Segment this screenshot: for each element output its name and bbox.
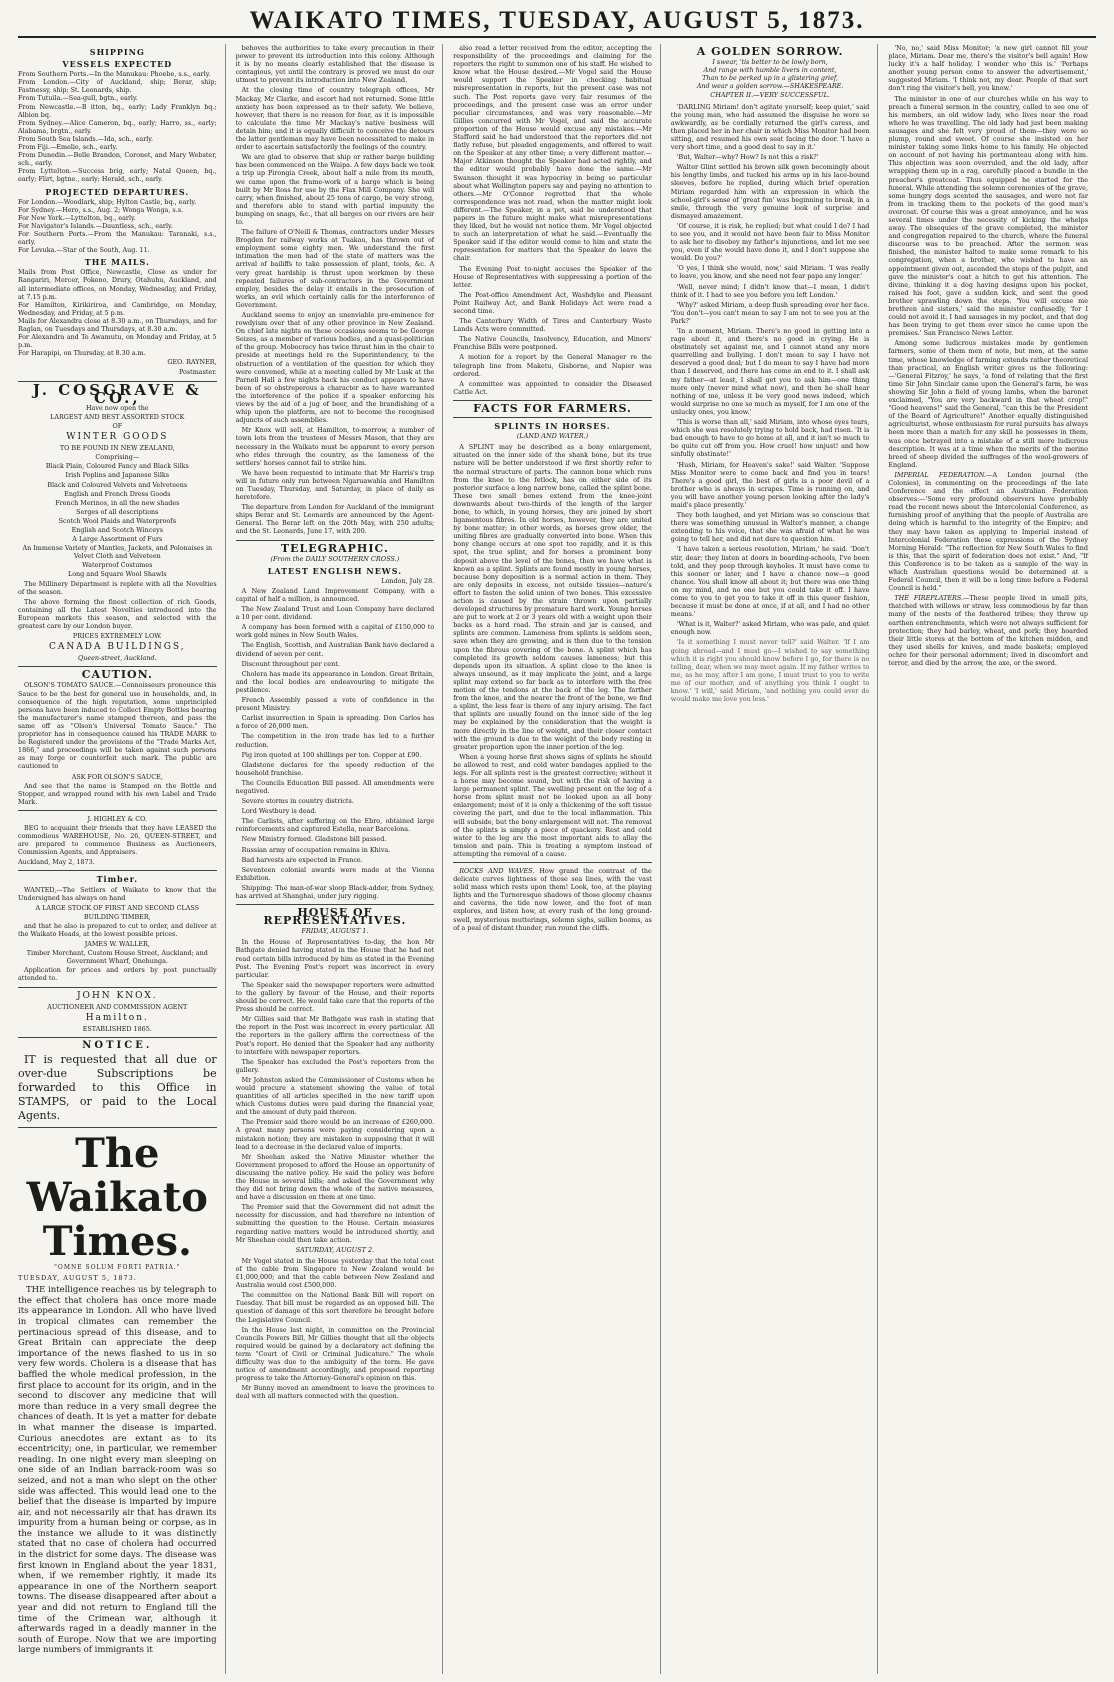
divider xyxy=(18,810,217,811)
departures-heading: PROJECTED DEPARTURES. xyxy=(45,186,190,197)
caution-heading: CAUTION. xyxy=(81,668,153,682)
highley-date: Auckland, May 2, 1873. xyxy=(18,858,95,867)
article-paragraph: The Canterbury Width of Tires and Canterbury Waste Lands Acts were committed. xyxy=(453,317,652,334)
list-item: Bad harvests are expected in France. xyxy=(241,855,363,864)
story-paragraph: 'Well, never mind; I didn't know that—I mean, I didn't think of it. I had to see you before you left London.' xyxy=(670,282,870,299)
list-item: The New Zealand Trust and Loan Company have declared a 10 per cent. dividend. xyxy=(235,605,435,622)
list-item: New Ministry formed. Gladstone bill passed. xyxy=(241,835,387,844)
saturday-paragraph: In the House last night, in committee on the Provincial Councils Powers Bill, Mr Gillies thought that all the objects required would be gained by a declaratory act defining the term "Court of Civil or Criminal Judicature." The whole difficulty was due to the ambiguity of the term. He gave notice of amendment accordingly, and proposed reporting progress to take the Attorney-General's opinion on this. xyxy=(235,1325,435,1383)
article-paragraph: also read a letter received from the editor, accepting the responsibility of the proceedings and claiming for the reporters the right to summon one of his staff. He wished to know what the House desired.—Mr Vogel said the House would support the Speaker in checking habitual misrepresentation in reports, but the present case was not such. The Post reports gave very fair resumes of the proceedings, and the present case was an error under peculiar circumstances, and was very reasonable.—Mr Gillies concurred with Mr Vogel, and said the accurate proportion of the House would excuse any mistakes.—Mr Stafford said he had understood that the reporters did not flatly refuse, but pleaded engagements, and offered to wait on the Speaker at any other time; a very different matter.—Major Atkinson thought the Speaker had acted rightly, and the editor would probably have done the same.—Mr Swanson thought it was hypocrisy in being so particular about what Wellington papers say and paying no attention to others.—Mr O'Connor regretted that the whole correspondence was not read, when the matter might look different.—The Speaker, in a pet, said he understood that papers in the future might make what misrepresentations they liked, but he would not notice them. Mr Vogel objected to such an interpretation of what he said.—Eventually the Speaker said if the editor would come to him and state the representation for matters that the Speaker do leave the chair. xyxy=(453,44,652,263)
column-4 xyxy=(671,44,879,1674)
cosgrave-firm-name: J. COSGRAVE & CO., xyxy=(32,380,202,407)
timber-line: BUILDING TIMBER, xyxy=(83,912,151,921)
masthead: WAIKATO TIMES, TUESDAY, AUGUST 5, 1873. xyxy=(18,6,1096,38)
article-paragraph: behoves the authorities to take every precaution in their power to prevent its introduction into this colony. Although it is by no means clearly established that the disease is contagious, yet until the contrary is proved we must do our utmost to prevent its introduction into New Zealand. xyxy=(235,44,435,85)
vessels-list xyxy=(18,70,217,183)
saturday-paragraph: Mr Vogel stated in the House yesterday that the total cost of the cable from Singapore to New Zealand would be £1,000,000; and that the cable between New Zealand and Australia would cost £500,000. xyxy=(235,1256,435,1290)
cosgrave-items xyxy=(18,462,217,578)
list-item: From Dunedin.—Belle Brandon, Coronet, and Mary Webster, sch., early. xyxy=(18,151,217,168)
divider xyxy=(453,417,652,418)
list-item: Serges of all descriptions xyxy=(76,507,159,516)
cosgrave-address: Queen-street, Auckland. xyxy=(78,654,157,663)
poem-line: And wear a golden sorrow.—SHAKESPEARE. xyxy=(696,82,844,91)
column-1 xyxy=(18,44,226,1674)
cosgrave-paragraph: The Millinery Department is replete with all the Novelties of the season. xyxy=(18,579,217,596)
highley-firm-name: J. HIGHLEY & CO. xyxy=(87,814,148,823)
house-heading: HOUSE OF REPRESENTATIVES. xyxy=(263,906,407,928)
list-item: For Levuka.—Star of the South, Aug. 11. xyxy=(18,246,150,255)
list-item: The Carlists, after suffering on the Ebro, obtained large reinforcements and captured Estella, near Barcelona. xyxy=(235,817,435,834)
news-heading: LATEST ENGLISH NEWS. xyxy=(267,565,403,576)
list-item: French Assembly passed a vote of confidence in the present Ministry. xyxy=(235,696,435,713)
federation-text: A London journal (the Colonies), in commenting on the proceedings of the late Conference and the effect an Australian Federation observes:—'Some very profound observers have probably read the recent news about the Intercolonial Conference, as furnishing proof of anything that the people of Australia are doing which is harmful to the integrity of the Empire; and they may have taken as applying to Imperial instead of Intercolonial Federation these expressions of the Sydney Morning Herald: "The reflection for New South Wales to find is this, that the spirit of federation does not exist." And, "If this Conference is to be taken as a sample of the way in which Australian questions would be determined at a Federal Council, then it will be a long time before a Federal Council is held." xyxy=(888,470,1089,593)
columns xyxy=(18,44,1096,1674)
poem-line: I swear, 'tis better to be lowly born, xyxy=(712,58,828,67)
divider xyxy=(18,1037,217,1038)
notice-paragraph: IT is requested that all due or over-due Subscriptions be forwarded to this Office in STAMPS, or paid to the Local Agents. xyxy=(18,1053,217,1123)
list-item: For New York.—Lyttelton, bq., early. xyxy=(18,213,136,222)
article-paragraph: We have been requested to intimate that Mr Harris's trap will in future only run between Ngaruawahia and Hamilton on Tuesday, Thursday, and Saturday, in place of daily as heretofore. xyxy=(235,468,435,502)
list-item: Mails for Alexandra close at 8.30 a.m., on Thursdays, and for Raglan, on Tuesdays and Thursdays, at 8.30 a.m. xyxy=(18,316,217,333)
telegraphic-heading: TELEGRAPHIC. xyxy=(280,541,389,555)
divider xyxy=(453,862,652,863)
list-item: From Sydney.—Alice Cameron, bq., early; Harro, ss., early; Alabama, brgtn., early. xyxy=(18,118,217,135)
knox-town: Hamilton. xyxy=(85,1012,149,1023)
divider xyxy=(236,904,435,905)
article-paragraph: A motion for a report by the General Manager re the telegraph line from Maketu, Gisborne, and Napier was ordered. xyxy=(453,353,652,378)
rocks-text: How grand the contrast of the delicate curves lightness of those sea lines, with the vast solid mass which rests upon them! Look, too, at the playing lights and the Turneresque shadows of those gloomy chasms and caverns, the tide now lower, and the foot of man explores, and listen how, at every rush of the long ground-swell, mysterious mutterings, solemn sighs, sullen booms, as of a peal of distant thunder, run round the cliffs. xyxy=(453,867,652,932)
list-item: Seventeen colonial awards were made at the Vienna Exhibition. xyxy=(235,865,435,882)
article-paragraph: The departure from London for Auckland of the immigrant ships Berar and St. Leonards are announced by the Agent-General. The Berar left on the 20th May, with 250 adults; and the St. Leonards, June 17, with 200. xyxy=(235,503,435,536)
list-item: From Lyttelton.—Success brig, early; Natal Queen, bq., early; Flirt, bgtne., early; Herald, sch., early. xyxy=(18,167,217,184)
saturday-paragraph: The committee on the National Bank Bill will report on Tuesday. That bill must be regarded as an opposed bill. The question of damage of this sort therefore be brought before the Legislative Council. xyxy=(235,1291,435,1324)
house-paragraph: The Premier said that the Government did not admit the necessity for discussion, and had therefore no intention of submitting the question to the House. Certain measures regarding native matters would be introduced shortly, and Mr Sheehan could then take action. xyxy=(235,1203,435,1244)
list-item: From Tutuila.—Sea-gull, bgtn., early. xyxy=(18,94,138,103)
story-paragraph: 'What is it, Walter?' asked Miriam, who was pale, and quiet enough now. xyxy=(670,620,870,637)
list-item: From South Sea Islands.—Ida, sch., early. xyxy=(18,134,154,143)
list-item: From London.—City of Auckland, ship; Berar, ship; Fastnessy, ship; St. Leonards, ship. xyxy=(18,78,217,95)
cosgrave-prices: PRICES EXTREMELY LOW. xyxy=(72,632,162,641)
fire-heading: THE FIREPLATERS. xyxy=(894,594,964,603)
cosgrave-line: OF xyxy=(112,421,123,430)
knox-established: ESTABLISHED 1865. xyxy=(82,1024,152,1033)
dateline: TUESDAY, AUGUST 5, 1873. xyxy=(18,1274,137,1283)
story-paragraph: 'I have taken a serious resolution, Miriam,' he said. 'Don't stir, dear; they listen at doors in boarding-schools, I've been told, and they peep through keyholes. It must have come to this sooner or later, and I have a chance now—a good chance. You shall know all about it; but there was one thing on my mind, and no one but you could take it off. I have come to you to get you to take it off in this queer fashion, because it must be done at once, if at all, and I had no other means.' xyxy=(670,545,870,619)
timber-line: A LARGE STOCK OF FIRST AND SECOND CLASS xyxy=(35,903,200,912)
article-paragraph: The Evening Post to-night accuses the Speaker of the House of Representatives with suppressing a portion of the letter. xyxy=(453,264,652,289)
splints-source: (LAND AND WATER.) xyxy=(516,432,589,441)
list-item: The Councils Education Bill passed. All amendments were negatived. xyxy=(235,778,435,795)
article-paragraph: The Native Councils, Insolvency, Education, and Miners' Franchise Bills were postponed. xyxy=(453,335,652,352)
list-item: Scotch Wool Plaids and Waterproofs xyxy=(58,516,176,525)
list-item: For Navigator's Islands.—Dauntless, sch., early. xyxy=(18,221,173,230)
knox-line: AUCTIONEER AND COMMISSION AGENT xyxy=(47,1002,188,1011)
house-paragraph: Mr Johnston asked the Commissioner of Customs when he would procure a statement showing the value of total quantities of all articles specified in the new tariff upon which Customs duties were paid during the financial year, and the amount of duty paid thereon. xyxy=(235,1075,435,1117)
federation-paragraph: IMPERIAL FEDERATION.—A London journal (the Colonies), in commenting on the proceedings of the late Conference and the effect an Australian Federation observes:—'Some very profound observers have probably read the recent news about the Intercolonial Conference, as furnishing proof of anything that the people of Australia are doing which is harmful to the integrity of the Empire; and they may have taken as applying to Imperial instead of Intercolonial Federation these expressions of the Sydney Morning Herald: "The reflection for New South Wales to find is this, that the spirit of federation does not exist." And, "If this Conference is to be taken as a sample of the way in which Australian questions would be determined at a Federal Council, then it will be a long time before a Federal Council is held." xyxy=(888,470,1089,593)
list-item: For Harapipi, on Thursday, at 8.30 a.m. xyxy=(18,349,146,358)
list-item: English and Scotch Winceys xyxy=(71,525,163,534)
mails-list xyxy=(18,268,217,357)
story-paragraph: 'But, Walter—why? How? Is not this a risk?' xyxy=(676,153,819,162)
rocks-heading: ROCKS AND WAVES. xyxy=(459,867,535,875)
vessels-heading: VESSELS EXPECTED xyxy=(62,59,173,70)
house-paragraph: Mr Gillies said that Mr Bathgate was rash in stating that the report in the Post was incorrect in every particular. All the reporters in the gallery affirm the correctness of the Post's report. He denied that the Speaker had any authority to interfere with newspaper reporters. xyxy=(235,1015,435,1056)
divider xyxy=(18,870,217,871)
story-paragraph: 'Of course, it is risk, he replied; but what could I do? I had to see you, and it would not have been fair to Miss Monitor to ask her to disobey my father's injunctions, and let me see you, even if she would have done it, and I don't suppose she would. Do you?' xyxy=(670,221,870,263)
article-paragraph: The Post-office Amendment Act, Washdyke and Pleasant Point Railway Act, and Bank Holidays Act were read a second time. xyxy=(453,290,652,315)
caution-ask: ASK FOR OLSON'S SAUCE, xyxy=(71,772,163,781)
splints-paragraph: A SPLINT may be described as a bony enlargement, situated on the inner side of the shank bone, but its true nature will be better understood if we first shortly refer to the normal structure of parts. The cannon bone which runs from the knee to the fetlock, has on either side of its posterior surface a long narrow bone, called the splint bone. These two small bones extend from the knee-joint downwards about two-thirds of the length of the larger bone, to which, in young horses, they are joined by short ligamentous fibres. In old horses, however, they are united by bone matter; in other words, as horses grow older, the uniting fibres are gradually converted into bone. When this bony change occurs at one spot too rapidly, and it is this spot, the true splint, and for horses a prominent bony deposit above the level of the bones, then we have what is known as a splint. Splints are found mostly in young horses, because bony deposition is a normal action in them. They are only deposits in excess, not outside tissues—nature's effort to fasten the solid union of two bones. This excessive action is caused by the strain thrown upon partially developed structures by premature hard work. Young horses are put to work at 2 or 3 years old with a weight upon their backs as a hard road. The strain and jar is caused, and splints are common. Lameness from splints is seldom seen, save when they are growing, and is then due to the tension upon the fibrous covering of the bone. A splint which has completed its growth seldom causes lameness; but this depends upon its situation. A splint close to the knee is always unsound, as it may implicate the joint, and a large splint may extend so far back as to interfere with the free motion of the tendons at the back of the leg. The farther from the knee, and the nearer the front of the bone, we find a splint, the less fear is there of any injury arising. The fact that splints are usually found on the inner side of the leg may be explained by the consideration that the weight is more directly in the line of weight, and their closer contact with the ground is due to the weight of the body resting in greater proportion upon the inner portion of the leg. xyxy=(453,443,652,751)
timber-heading: Timber. xyxy=(96,874,138,885)
list-item: French Merinos, in all the new shades xyxy=(55,498,180,507)
story-paragraph: 'This is worse than all,' said Miriam, into whose eyes tears, which she was resolutely trying to hold back, had risen. 'It is bad enough to have to go home at all, and it isn't so much to be quite cut off from you. How cruel! how unjust! and how sinfully obstinate!' xyxy=(670,418,870,459)
cosgrave-winter-goods: WINTER GOODS xyxy=(66,432,169,443)
fire-text: These people lived in small pits, thatched with willows or straw, less commodious by far than many of the nests of the feathered tribes; they threw up earthen entrenchments, which were not always sufficient for protection; they had barley, wheat, and pork; they hoarded their little stores at the bottom of the kitchen midden, and they used shells for knives, and made baskets; employed ochre for their personal adornment; lived in discomfort and terror, and died by the arrow, the axe, or the sword. xyxy=(888,594,1089,668)
list-item: The English, Scottish, and Australian Bank have declared a dividend of seven per cent. xyxy=(235,641,435,658)
story-paragraph: 'In a moment, Miriam. There's no good in getting into a rage about it, and there's no good in crying. He is obstinately set against me, and I cannot stand any more quarrelling and bullying. I don't mean to say I have not deserved a good deal; but I do mean to say I have had more than I deserved, and there has come an end to it. I shall ask my father—at least, I shall get you to ask him—one thing more only (never mind what now), and then he shall hear nothing of me, unless it be very good news indeed, which would surprise no one so much as myself, for I am one of the unlucky ones, you know.' xyxy=(670,327,870,416)
house-paragraph: Mr Sheehan asked the Native Minister whether the Government proposed to afford the House an opportunity of discussing the native policy. He said the policy was before the House in several bills; and asked the Government why they did not bring down the whole of the native measures, and have a discussion on them at one time. xyxy=(235,1152,435,1202)
story-paragraph: 'O yes, I think she would, now,' said Miriam. 'I was really to leave, you know, and she need not fear papa any longer.' xyxy=(670,264,870,281)
saturday-heading: SATURDAY, AUGUST 2. xyxy=(295,1245,375,1254)
list-item: A Large Assortment of Furs xyxy=(72,535,163,544)
article-paragraph: The failure of O'Neill & Thomas, contractors under Messrs Brogden for railway works at Tuakau, has thrown out of employment some eighty men. We understand the first intimation the men had of the state of matters was the arrival of bailiffs to take possession of plant, tools, &c. A very great hardship is thrust upon workmen by these repeated failures of sub-contractors in the Government employ, besides the delay it entails in the prosecution of works, an evil which certainly calls for the interference of Government. xyxy=(235,228,435,309)
list-item: Black Plain, Coloured Fancy and Black Silks xyxy=(45,462,189,471)
story-heading: A GOLDEN SORROW. xyxy=(696,45,844,58)
saturday-paragraph: Mr Bunny moved an amendment to leave the provinces to deal with all matters connected with the question. xyxy=(235,1384,435,1401)
splints-paragraph: When a young horse first shows signs of splints he should be allowed to rest, and cold water bandages applied to the legs. For all splints rest is the greatest corrective; without it a horse may become sound, but with the risk of having a large permanent splint. The swelling present on the leg of a horse from splint must not be looked upon as all bony enlargement; most of it is only a thickening of the soft tissue covering the part, and due to the local inflammation. This will subside, but the bony enlargement will not. The removal of the splints is simply a piece of quackery. Rest and cold water to the leg are the most important aids to allay the tension and pain. This is treating a symptom instead of attempting the removal of a cause. xyxy=(453,752,652,858)
list-item: From Southern Ports.—In the Manukau: Phoebe, s.s., early. xyxy=(18,70,211,79)
story-paragraph: 'DARLING Miriam! don't agitate yourself; keep quiet,' said the young man, who had assumed the disguise he wore so awkwardly, as he cordially returned the girl's caress, and then placed her in her chair in which Miss Monitor had been sitting, and resumed his own seat facing the door. 'I have a very short time, and a good deal to say in it.' xyxy=(670,102,870,152)
list-item: For Alexandra and Te Awamutu, on Monday and Friday, at 5 p.m. xyxy=(18,333,217,350)
cosgrave-paragraph: The above forming the finest collection of rich Goods, containing all the Latest Novelties introduced into the European markets this season, and selected with the greatest care by our London buyer. xyxy=(18,597,217,630)
story-paragraph: 'Is it something I must never tell?' said Walter. 'If I am going abroad—and I must go—I wished to say something which it is right you should know before I go, for there is no telling, dear, when we may meet again. If my father writes to me, as he may, after I am gone, I must trust to you to write me of our mother, and of anything you think I ought to know.' 'I will,' said Miriam, 'and nothing you could ever do would make me love you less.' xyxy=(670,638,870,704)
list-item: Lord Westbury is dead. xyxy=(241,807,317,816)
list-item: For Sydney.—Hero, s.s., Aug. 2; Wonga Wonga, s.s. xyxy=(18,205,184,214)
timber-paragraph: and that he also is prepared to cut to order, and deliver at the Waikato Heads, at the lowest possible prices. xyxy=(18,921,217,938)
nameplate-motto: "OMNE SOLUM FORTI PATRIA." xyxy=(54,1264,181,1272)
rocks-paragraph xyxy=(453,867,652,932)
list-item: Shipping: The man-of-war sloop Black-adder, from Sydney, has arrived at Shanghai, under jury rigging. xyxy=(235,883,435,900)
list-item: For Southern Ports.—From the Manukau: Taranaki, s.s., early. xyxy=(18,229,217,247)
list-item: Long and Square Wool Shawls xyxy=(67,570,167,579)
timber-name: JAMES W. WALLER, xyxy=(84,940,150,949)
list-item: For Hamilton, Kirikiriroa, and Cambridge, on Monday, Wednesday, and Friday, at 5 p.m. xyxy=(18,300,217,317)
poem-line: And range with humble livers in content, xyxy=(703,66,837,75)
story-paragraph: They both laughed, and yet Miriam was so conscious that there was something unusual in Walter's manner, a change extending to his voice, that she was afraid of what he was going to tell her, and did not dare to question him. xyxy=(670,511,870,544)
house-paragraph: The Premier said there would be an increase of £260,000. A great many persons were paying considering upon a mistaken notion; they are mistaken in supposing that it will lead to a decrease in the declared value of imports. xyxy=(235,1118,435,1151)
departures-list xyxy=(18,198,217,255)
poem-line: Than to be perked up in a glistering grief, xyxy=(702,74,839,83)
list-item: From Newcastle.—B itton, bq., early; Lady Franklyn bq.; Albion bq. xyxy=(18,102,217,119)
column-2 xyxy=(236,44,444,1674)
list-item: For London.—Woodlark, ship; Hylton Castle, bq., early. xyxy=(18,197,197,206)
divider xyxy=(453,400,652,401)
list-item: A company has been formed with a capital of £150,000 to work gold mines in New South Wales. xyxy=(235,623,435,640)
shipping-heading: SHIPPING xyxy=(89,47,145,57)
highley-paragraph: BEG to acquaint their friends that they have LEASED the commodious WAREHOUSE, No. 26, QUEEN-STREET, and are prepared to commence Business as Auctioneers, Commission Agents, and Appraisers. xyxy=(18,823,217,857)
timber-paragraph: WANTED,—The Settlers of Waikato to know that the Undersigned has always on hand xyxy=(18,885,217,902)
farmers-anecdote: Among some ludicrous mistakes made by gentlemen farmers, some of them men of note, but men, at the same time, whose knowledge of farming extends rather theoretical than practical, an English writer gives us the following:—'General Fitzroy,' he says, 'a fond of relating that the first time Sir John Sinclair came upon the General's farm, he was showing Sir John a field of young lambs, when the baronet exclaimed, "You are very backward in that wheat crop!" "Good heavens!" said the General, "can this be the President of the Board of Agriculture!" Another equally distinguished agriculturist, whose enthusiasm for rural pursuits has always been more than a match for any skill he possesses in them, was once betrayed into a mistake of a still more ludicrous description. It was at a time when the merits of the merino breed of sheep divided the suffrages of the wool-growers of England. xyxy=(888,339,1088,469)
knox-firm-name: JOHN KNOX. xyxy=(76,990,158,1001)
divider xyxy=(18,1127,217,1128)
article-paragraph: A committee was appointed to consider the Diseased Cattle Act. xyxy=(453,379,652,396)
list-item: Carlist insurrection in Spain is spreading. Don Carlos has a force of 26,000 men. xyxy=(235,714,435,731)
list-item: Mails from Post Office, Newcastle, Close as under for Rangariri, Mercer, Pokeno, Drury, Otahuhu, Auckland, and all intermediate offices, on Monday, Wednesday, and Friday, at 7.15 p.m. xyxy=(18,268,217,301)
list-item: Black and Coloured Velvets and Velveteens xyxy=(47,480,188,489)
list-item: Cholera has made its appearance in London. Great Britain, and the local bodies are endeavouring to mitigate the pestilence. xyxy=(235,669,435,694)
mails-signature-title: Postmaster. xyxy=(178,368,217,377)
caution-paragraph: And see that the name is Stamped on the Bottle and Stopper, and wrapped round with his own Label and Trade Mark. xyxy=(18,781,217,806)
list-item: A New Zealand Land Improvement Company, with a capital of half a million, is announced. xyxy=(235,586,435,603)
story-paragraph: Walter Glint settled his brown silk gown becomingly about his lengthy limbs, and tucked his arms up in his lace-bound sleeves, before he replied, during which brief operation Miriam regarded him with an expression in which the school-girl's sense of 'great fun' was beginning to break, in a smile, through the very genuine look of surprise and dismayed amazement. xyxy=(670,163,870,220)
mails-heading: THE MAILS. xyxy=(84,257,150,268)
newspaper-nameplate: The Waikato Times. xyxy=(26,1130,208,1266)
splints-heading: SPLINTS IN HORSES. xyxy=(494,421,611,432)
house-paragraph: The Speaker has excluded the Post's reporters from the gallery. xyxy=(235,1057,435,1074)
notice-heading: NOTICE. xyxy=(82,1039,153,1051)
cosgrave-line: LARGEST AND BEST ASSORTED STOCK xyxy=(50,412,185,421)
divider xyxy=(18,666,217,667)
federation-heading: IMPERIAL FEDERATION. xyxy=(894,470,987,479)
timber-address: Timber Merchant, Custom House Street, Auckland; and Government Wharf, Onehunga. xyxy=(26,949,208,966)
news-dateline: London, July 28. xyxy=(381,576,435,585)
article-paragraph: At the closing time of country telegraph offices, Mr Mackay, Mr Clarke, and escort had not returned. Some little anxiety has been expressed as to their safety. We believe, however, that there is no reason for fear, as it is impossible to calculate the time Mr Mackay's native business will detain him; and it is equally difficult to conceive the detours the latter gentleman may have been necessitated to make in order to ascertain satisfactorily the feelings of the country. xyxy=(235,86,435,152)
list-item: The competition in the iron trade has led to a further reduction. xyxy=(235,732,435,749)
house-paragraph: In the House of Representatives to-day, the hon Mr Bathgate denied having stated in the House that he had not read certain bills introduced by him as stated in the Evening Post. The Evening Post's report was incorrect in every particular. xyxy=(235,938,435,979)
news-list xyxy=(236,587,435,900)
timber-paragraph: Application for prices and orders by post punctually attended to. xyxy=(18,966,217,983)
cosgrave-line: Comprising— xyxy=(95,453,140,462)
list-item: From Fiji.—Emelie, sch., early. xyxy=(18,143,118,152)
list-item: Discount throughout per cent. xyxy=(241,659,340,668)
minister-anecdote: The minister in one of our churches while on his way to preach a funeral sermon in the country, called to see one of his members, an old widow lady, who lives near the road where he was travelling. The old lady had just been making sausages and she felt very proud of them—they were so plump, round and sweet. Of course she insisted on her minister taking some links home to his family. He objected on account of not having his portmanteau along with him. This objection was soon overruled, and the old lady, after wrapping them up in a rag, carefully placed a bundle in the preacher's greatcoat. Thus equipped he started for the funeral. While attending the solemn ceremonies of the grave, some hungry dogs scented the sausages, and were not far from in tracking them to the pockets of the good man's overcoat. Of course this was a great annoyance, and he was several times under the necessity of kicking the whelps away. The obsequies of the grave completed, the minister and congregation repaired to the church, where the funeral discourse was to be preached. After the sermon was finished, the minister halted to make some remark to his congregation, when a brother, who wished to have an appointment given out, ascended the steps of the pulpit, and gave the minister's coat a hitch to get his attention. The divine, thinking it a dog having designs upon his pocket, raised his foot, gave a sudden kick, and sent the good brother sprawling down the steps. 'You will excuse me brethren and sisters,' said the minister confusedly, 'for I could not avoid it. I had sausages in my pocket, and that dog has been trying to get them ever since he came upon the premises.' San Francisco News Letter. xyxy=(888,94,1088,338)
caution-paragraph: OLSON'S TOMATO SAUCE.—Connoisseurs pronounce this Sauce to be the best for general use in households, and, in consequence of the high reputation, some unprincipled persons have been induced to Collect Empty Bottles bearing the manufacturer's name stamped thereon, and pass the same off as "Olson's Universal Tomato Sauce." The proprietor has in consequence caused his TRADE MARK to be Registered under the provisions of the "Trade Marks Act, 1866," and proceedings will be taken against such persons as may forge or counterfeit such mark. The public are cautioned to xyxy=(18,681,217,771)
telegraphic-source: (From the DAILY SOUTHERN CROSS.) xyxy=(270,554,400,563)
story-paragraph: 'Why?' asked Miriam, a deep flush spreading over her face. 'You don't—you can't mean to say I am not to see you at the Park?' xyxy=(670,300,870,325)
mails-signature: GEO. RAYNER, xyxy=(167,358,217,367)
list-item: Russian army of occupation remains in Khiva. xyxy=(241,845,391,854)
divider xyxy=(18,987,217,988)
column-5 xyxy=(888,44,1096,1674)
list-item: Irish Poplins and Japanese Silks xyxy=(65,471,170,480)
list-item: English and French Dress Goods xyxy=(64,489,171,498)
article-paragraph: Auckland seems to enjoy an unenviable pre-eminence for rowdyism over that of any other province in New Zealand. On chief late nights on these occasions seems to be George Seizes, as a member of various bodies, and a quasi-politician of the group. Mobocracy has twice thrust him in the chair to preside at meetings held re the Superintendency, to the obstruction of a ventilation of the question for which they were convened, while at a meeting called by Mr Lusk at the Parnell Hall a few nights back his conduct appears to have been of so obstreperous a character as to have warranted the interference of the police if a speaker enforcing his views by the aid of a jug of beer, and the brandishing of a whip upon the platform, are not to become the recognised adjuncts of such assemblies. xyxy=(235,311,435,425)
leader-article: THE intelligence reaches us by telegraph to the effect that cholera has once more made its appearance in London. All who have lived in tropical climates can remember the pertinacious spread of this disease, and to Great Britain can appreciate the deep importance of the news flashed to us in so very few words. Cholera is a disease that has baffled the whole medical profession, in the first place to account for its origin, and in the second to discover any medicine that will more than reduce in a very small degree the chances of death. It is yet a matter for debate in what manner the disease is imparted. Curious anecdotes are extant as to its eccentricity; one, in particular, we remember reading. In one night every man sleeping on one side of an Indian barrack-room was so seized, and not a man who slept on the other side was affected. This would lead one to the belief that the disease is imparted by impure air, and not necessarily air that has drawn its impurity from a human being or corpse, as in the instance we allude to it was distinctly stated that no case of cholera had occurred in the district for some days. The disease was first known in England about the year 1831, when, if we remember rightly, it made its appearance in one of the Northern seaport towns. The disease disappeared after about a year and did not return to England till the time of the Crimean war, although it afterwards raged in a deadly manner in the south of Europe. Now that we are importing large numbers of immigrants it xyxy=(18,1285,217,1656)
house-paragraph: The Speaker said the newspaper reporters were admitted to the gallery by favour of the House, and their reports should be correct. He would take care that the reports of the Press should be correct. xyxy=(235,980,435,1014)
cosgrave-buildings: CANADA BUILDINGS, xyxy=(48,642,186,653)
divider xyxy=(236,540,435,541)
story-continued: 'No, no,' said Miss Monitor; 'a new girl cannot fill your place, Miriam. Dear me, there's the visitor's bell again! How lucky it's a half holiday. I wonder who this is.' 'Perhaps another young person come to answer the advertisement,' suggested Miriam. 'I think not, my dear. People of that sort don't ring the visitor's bell, you know.' xyxy=(888,44,1088,93)
list-item: Waterproof Costumes xyxy=(82,561,153,570)
chapter-heading: CHAPTER II.—VERY SUCCESSFUL. xyxy=(710,91,830,100)
list-item: Pig iron quoted at 100 shillings per ton. Copper at £90. xyxy=(241,750,422,759)
list-item: An Immense Variety of Mantles, Jackets, and Polonaises in Velvet Cloth and Velveteen xyxy=(22,544,213,561)
facts-heading: FACTS FOR FARMERS. xyxy=(473,401,632,415)
fire-paragraph: THE FIREPLATERS.—These people lived in small pits, thatched with willows or straw, less commodious by far than many of the nests of the feathered tribes; they threw up earthen entrenchments, which were not always sufficient for protection; they had barley, wheat, and pork; they hoarded their little stores at the bottom of the kitchen midden, and they used shells for knives, and made baskets; employed ochre for their personal adornment; lived in discomfort and terror, and died by the arrow, the axe, or the sword. xyxy=(888,594,1089,668)
article-paragraph: We are glad to observe that ship or rather barge building has been commenced on the Waipa. A few days back we took a trip up Pirongia Creek, about half a mile from its mouth, we came upon the frame-work of a barge which is being built by Mr Ross for use by the Flax Mill Company. She will carry, when finished, about 25 tons of cargo, be very strong, and therefore able to stand with partial impunity the bumping on snags, &c., that all barges on our rivers are heir to. xyxy=(235,153,435,226)
list-item: Severe storms in country districts. xyxy=(241,797,354,806)
list-item: Gladstone declares for the speedy reduction of the household franchise. xyxy=(235,760,435,777)
cosgrave-line: TO BE FOUND IN NEW ZEALAND, xyxy=(59,444,175,453)
article-paragraph: Mr Knox will sell, at Hamilton, to-morrow, a number of town lots from the trustees of Messrs Mason, that they are necessary in the Waikato must be apparent to every person who rides through the country, as the lameness of the settlers' horses cannot fail to strike him. xyxy=(235,426,435,467)
column-3 xyxy=(453,44,661,1674)
cosgrave-line: Have now open the xyxy=(85,403,149,412)
story-paragraph: 'Hush, Miriam, for Heaven's sake!' said Walter. 'Suppose Miss Monitor were to come back and find you in tears! There's a good girl, the best of girls is a poor devil of a brother who is always in scrapes. Time is running on, and you will have another young person looking after the lady's maid's place presently.' xyxy=(670,460,870,509)
house-date: FRIDAY, AUGUST 1. xyxy=(301,927,369,936)
